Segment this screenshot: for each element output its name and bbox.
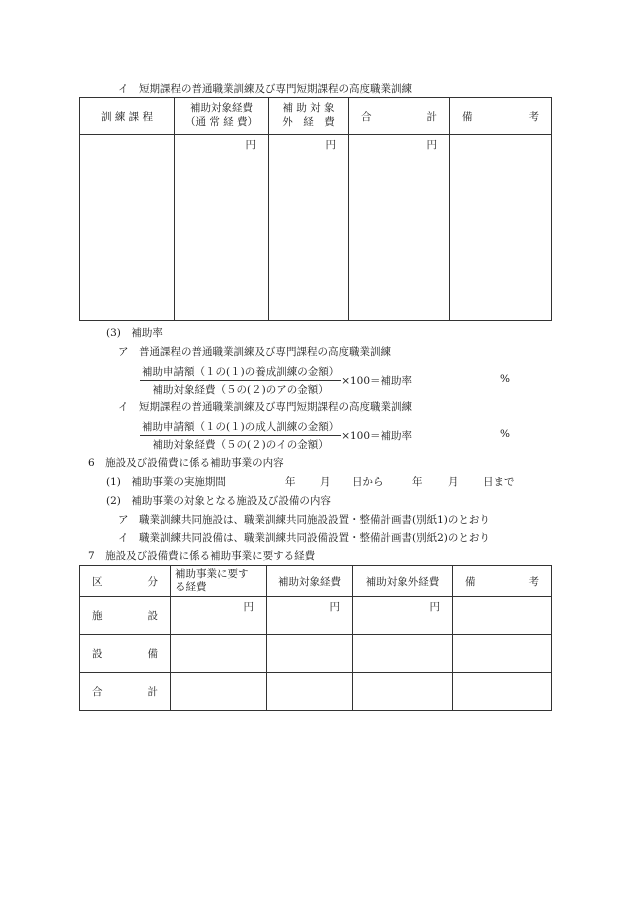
cell-non-subsidy-cost[interactable] — [269, 135, 349, 321]
cell-equipment-required[interactable] — [171, 635, 267, 673]
row-label-total — [80, 673, 171, 711]
table-header-row — [80, 98, 552, 135]
row-facility-b: 設 — [147, 610, 158, 622]
rate-b-percent: % — [500, 428, 510, 440]
header-subsidy-cost — [175, 98, 269, 135]
section6-item1-label: (1) 補助事業の実施期間 — [106, 476, 226, 488]
table-header-row — [80, 566, 552, 597]
yen-unit: 円 — [329, 601, 340, 613]
header-remarks-a: 備 — [462, 110, 473, 123]
header-category-a: 区 — [92, 575, 103, 588]
table-row — [80, 597, 552, 635]
start-day-label: 日から — [352, 476, 384, 488]
cell-equipment-remarks[interactable] — [453, 635, 552, 673]
rate-a-formula-tail: ×100＝補助率 — [341, 375, 413, 387]
cell-total-nonsub[interactable] — [353, 673, 453, 711]
header-remarks — [450, 98, 552, 135]
header-remarks-b: 考 — [528, 110, 539, 123]
section-title-short-course: イ 短期課程の普通職業訓練及び専門短期課程の高度職業訓練 — [118, 83, 412, 95]
subsidy-rate-heading: (3) 補助率 — [106, 327, 163, 339]
end-year-label: 年 — [412, 476, 423, 488]
yen-unit: 円 — [243, 601, 254, 613]
header-total-b: 計 — [426, 110, 437, 123]
section6-a-text: ア 職業訓練共同施設は、職業訓練共同施設設置・整備計画書(別紙1)のとおり — [118, 514, 490, 526]
end-day-label: 日まで — [483, 476, 515, 488]
section6-b-text: イ 職業訓練共同設備は、職業訓練共同設備設置・整備計画書(別紙2)のとおり — [118, 532, 490, 544]
header-required-cost — [171, 566, 267, 597]
end-month-label: 月 — [448, 476, 459, 488]
header-subsidy-cost: 補助対象経費 — [267, 566, 353, 597]
header-subsidy-line2: （通 常 経 費） — [184, 116, 258, 128]
header-nonsub-line1: 補 助 対 象 — [282, 102, 335, 115]
cell-training-course[interactable] — [80, 135, 175, 321]
row-total-a: 合 — [92, 686, 103, 698]
header-required-line2: る経費 — [175, 581, 207, 593]
cell-equipment-subsidy[interactable] — [267, 635, 353, 673]
header-required-line1: 補助事業に要す — [175, 567, 249, 580]
header-non-subsidy-cost: 補助対象外経費 — [353, 566, 453, 597]
table-row — [80, 135, 552, 321]
rate-b-formula-tail: ×100＝補助率 — [341, 430, 413, 442]
yen-unit: 円 — [325, 139, 336, 151]
row-total-b: 計 — [147, 686, 158, 698]
start-year-label: 年 — [285, 476, 296, 488]
row-facility-a: 施 — [92, 610, 103, 622]
header-nonsub-line2: 外 経 費 — [282, 116, 335, 128]
header-subsidy-line1: 補助対象経費 — [190, 102, 253, 115]
rate-a-numerator: 補助申請額（１の(１)の養成訓練の金額） — [140, 364, 341, 381]
header-remarks — [453, 566, 552, 597]
start-month-label: 月 — [320, 476, 331, 488]
row-label-equipment — [80, 635, 171, 673]
rate-a-formula — [140, 364, 412, 397]
row-equipment-a: 設 — [92, 648, 103, 660]
rate-b-title: イ 短期課程の普通職業訓練及び専門短期課程の高度職業訓練 — [118, 401, 412, 413]
table-row — [80, 635, 552, 673]
cell-total-remarks[interactable] — [453, 673, 552, 711]
header-remarks-a: 備 — [465, 575, 476, 588]
header-category — [80, 566, 171, 597]
header-total — [349, 98, 450, 135]
rate-b-denominator: 補助対象経費（５の(２)のイの金額） — [152, 439, 329, 451]
yen-unit: 円 — [429, 601, 440, 613]
cell-facility-remarks[interactable] — [453, 597, 552, 635]
yen-unit: 円 — [245, 139, 256, 151]
section7-title: 7 施設及び設備費に係る補助事業に要する経費 — [88, 550, 316, 562]
section6-item2-label: (2) 補助事業の対象となる施設及び設備の内容 — [106, 495, 331, 507]
header-category-b: 分 — [147, 575, 158, 588]
row-label-facility — [80, 597, 171, 635]
training-cost-table — [79, 97, 552, 321]
row-equipment-b: 備 — [147, 648, 158, 660]
header-non-subsidy-cost — [269, 98, 349, 135]
cell-facility-subsidy[interactable] — [267, 597, 353, 635]
header-remarks-b: 考 — [528, 575, 539, 588]
rate-a-title: ア 普通課程の普通職業訓練及び専門課程の高度職業訓練 — [118, 346, 391, 358]
table-row — [80, 673, 552, 711]
rate-b-formula — [140, 419, 412, 452]
header-training-course: 訓 練 課 程 — [80, 98, 175, 135]
header-total-a: 合 — [361, 110, 372, 123]
rate-b-numerator: 補助申請額（１の(１)の成人訓練の金額） — [140, 419, 341, 436]
rate-a-percent: % — [500, 373, 510, 385]
cell-equipment-nonsub[interactable] — [353, 635, 453, 673]
cell-total-subsidy[interactable] — [267, 673, 353, 711]
cell-facility-required[interactable] — [171, 597, 267, 635]
section6-title: 6 施設及び設備費に係る補助事業の内容 — [88, 457, 284, 469]
yen-unit: 円 — [426, 139, 437, 151]
cell-total-required[interactable] — [171, 673, 267, 711]
cell-total[interactable] — [349, 135, 450, 321]
cell-remarks[interactable] — [450, 135, 552, 321]
facility-cost-table — [79, 565, 552, 711]
rate-a-denominator: 補助対象経費（５の(２)のアの金額） — [152, 384, 329, 396]
cell-facility-nonsub[interactable] — [353, 597, 453, 635]
cell-subsidy-cost[interactable] — [175, 135, 269, 321]
